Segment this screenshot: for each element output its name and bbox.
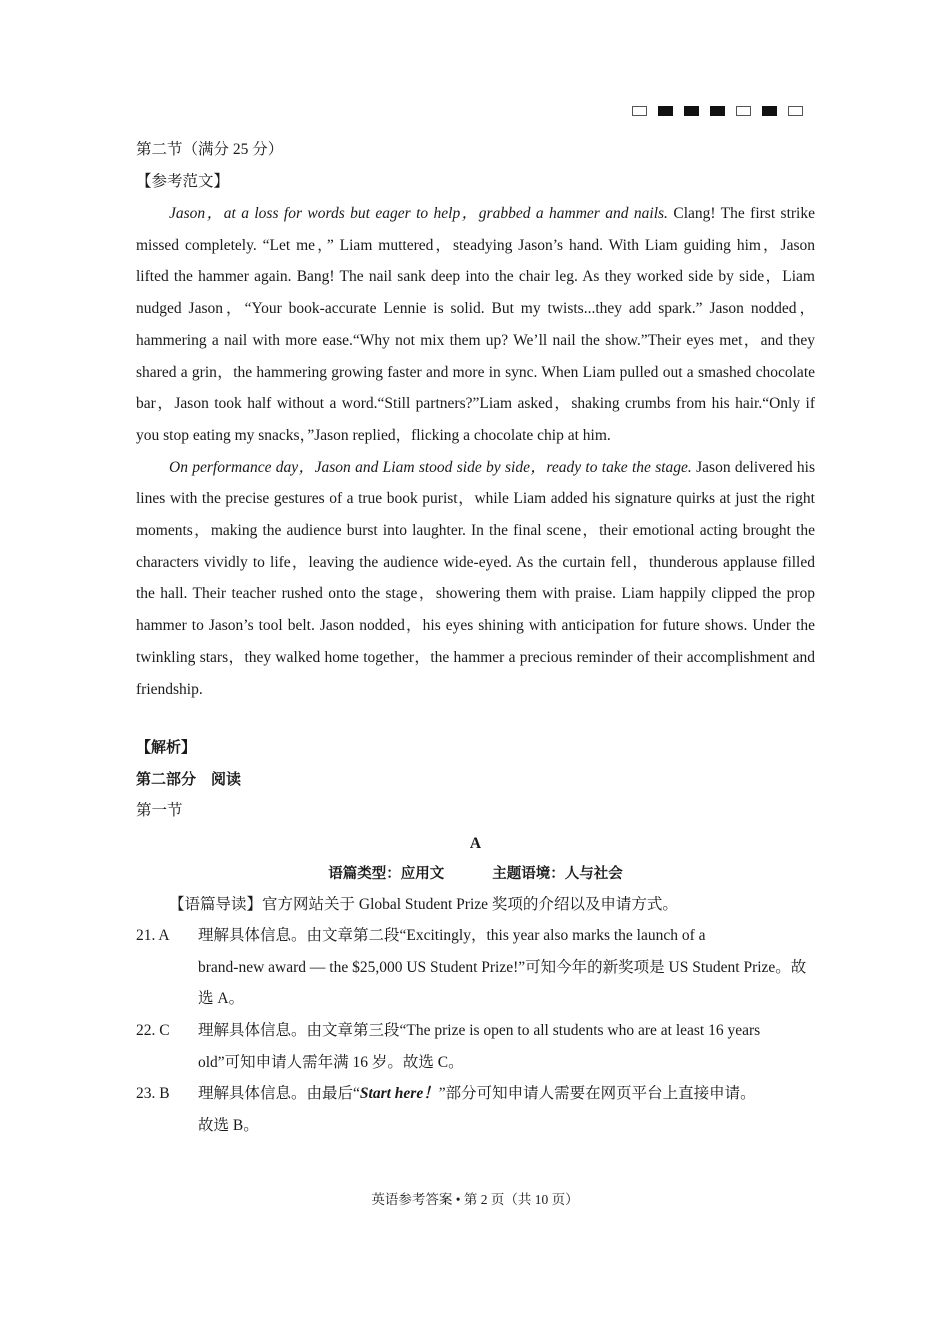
passage-letter: A [469, 835, 482, 853]
answer-item [136, 920, 815, 1015]
answer-first-line [198, 1085, 756, 1102]
theme-text: 主题语境：人与社会 [492, 866, 623, 883]
header-mark [632, 106, 647, 116]
essay-p1-body: Clang! The first strike missed completely. “Let me，” Liam muttered，steadying Jason’s hand. With Liam guiding him，Jason lifted the hammer again. Bang! The nail sank deep into the chair leg. As they worked side by side，Liam nudged Jason，“Your book-accurate Lennie is solid. But my twists...they add spark.” Jason nodded，hammering a nail with more ease.“Why not mix them up? We’ll nail the show.”Their eyes met，and they shared a grin，the hammering growing faster and more in sync. When Liam pulled out a smashed chocolate bar，Jason took half without a word.“Still partners?”Liam asked，shaking crumbs from his hair.“Only if you stop eating my snacks，”Jason replied，flicking a chocolate chip at him. [136, 205, 815, 444]
essay-p1-opening: Jason，at a loss for words but eager to help，grabbed a hammer and nails. [169, 205, 668, 222]
header-mark [658, 106, 673, 116]
answer-item [136, 1015, 815, 1078]
answer-item [136, 1078, 815, 1141]
sample-essay-label: 【参考范文】 [136, 173, 230, 190]
answer-text-part: 理解具体信息。由最后“ [198, 1085, 360, 1103]
genre-text: 语篇类型：应用文 [328, 866, 445, 883]
section2-title: 第二节（满分 25 分） [136, 141, 284, 158]
page-footer: 英语参考答案 • 第 2 页（共 10 页） [371, 1192, 579, 1207]
answer-explanation [198, 1015, 815, 1078]
header-mark [736, 106, 751, 116]
essay-paragraph-1 [136, 198, 815, 452]
document-page [136, 134, 815, 1141]
header-mark [710, 106, 725, 116]
answer-quoted-heading: Start here！ [359, 1085, 439, 1103]
header-mark [788, 106, 803, 116]
answer-explanation [198, 1078, 815, 1141]
analysis-label: 【解析】 [136, 738, 197, 757]
answer-first-line: 理解具体信息。由文章第二段“Excitingly，this year also marks the launch of a [198, 927, 706, 945]
answer-number: 23. B [136, 1085, 170, 1103]
part2-title: 第二部分 阅读 [136, 770, 242, 789]
answer-continuation: old”可知申请人需年满 16 岁。故选 C。 [198, 1053, 464, 1071]
answer-number: 21. A [136, 927, 170, 945]
header-mark [684, 106, 699, 116]
answer-number: 22. C [136, 1022, 170, 1040]
passage-genre-line [136, 859, 815, 889]
essay-p2-body: Jason delivered his lines with the precise gestures of a true book purist，while Liam added his signature quirks at just the right moments，making the audience burst into laughter. In the final scene，their emotional acting brought the characters vividly to life，leaving the audience wide-eyed. As the curtain fell，thunderous applause filled the hall. Their teacher rushed onto the stage，showering them with praise. Liam happily clipped the prop hammer to Jason’s tool belt. Jason nodded，his eyes shining with anticipation for future shows. Under the twinkling stars，they walked home together，the hammer a precious reminder of their accomplishment and friendship. [136, 458, 815, 698]
answer-text-part: ”部分可知申请人需要在网页平台上直接申请。 [438, 1085, 756, 1103]
answer-continuation: 故选 B。 [198, 1116, 259, 1134]
essay-p2-opening: On performance day，Jason and Liam stood side by side，ready to take the stage. [169, 458, 692, 476]
passage-intro: 【语篇导读】官方网站关于 Global Student Prize 奖项的介绍以及申请方式。 [169, 896, 678, 914]
essay-paragraph-2 [136, 452, 815, 706]
header-marks [632, 106, 803, 116]
answer-continuation: brand-new award — the $25,000 US Student Prize!”可知今年的新奖项是 US Student Prize。故选 A。 [198, 958, 807, 1008]
header-mark [762, 106, 777, 116]
answer-first-line: 理解具体信息。由文章第三段“The prize is open to all students who are at least 16 years [198, 1022, 761, 1040]
section1-title: 第一节 [136, 802, 183, 820]
answer-explanation [198, 920, 815, 1015]
